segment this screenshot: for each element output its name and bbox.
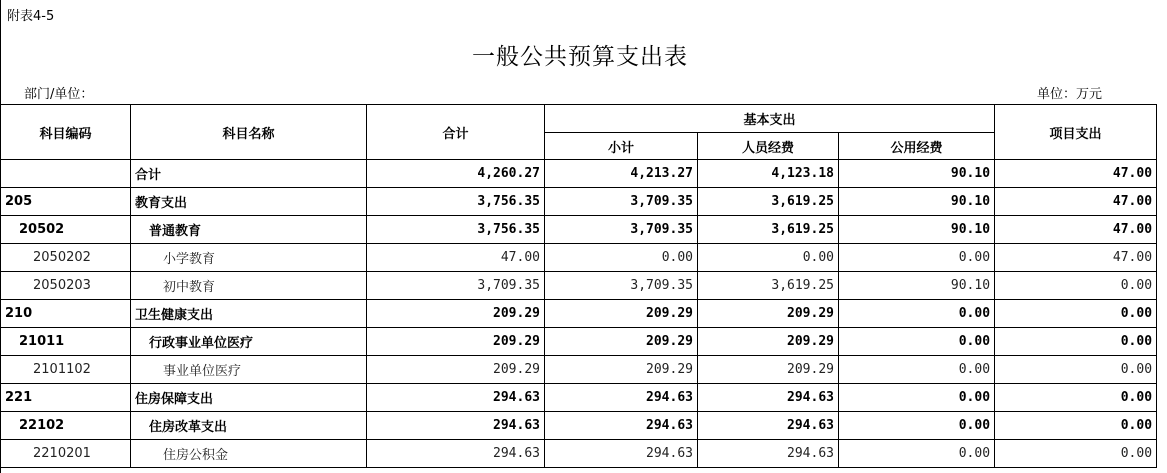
attachment-note: 附表4-5: [7, 9, 55, 24]
row-name: 住房改革支出: [131, 412, 367, 440]
row-subtotal: 294.63: [545, 412, 698, 440]
header-project: 项目支出: [995, 105, 1157, 160]
row-subtotal: 294.63: [545, 440, 698, 468]
row-project: 47.00: [995, 188, 1157, 216]
department-label: 部门/单位：: [24, 87, 94, 102]
header-row-1: [1, 105, 1157, 133]
table-row: [1, 328, 1157, 356]
row-name: 初中教育: [131, 272, 367, 300]
row-code: 21011: [1, 328, 131, 356]
row-total: 294.63: [367, 384, 545, 412]
row-total: 294.63: [367, 412, 545, 440]
row-code: 2101102: [1, 356, 131, 384]
table-row: [1, 244, 1157, 272]
row-project: 0.00: [995, 384, 1157, 412]
header-personnel: 人员经费: [698, 133, 839, 160]
row-project: 0.00: [995, 328, 1157, 356]
table-row: [1, 216, 1157, 244]
row-project: 0.00: [995, 412, 1157, 440]
row-public: 90.10: [839, 160, 995, 188]
row-public: 0.00: [839, 356, 995, 384]
row-name: 事业单位医疗: [131, 356, 367, 384]
row-name: 行政事业单位医疗: [131, 328, 367, 356]
row-code: 210: [1, 300, 131, 328]
row-code: 2210201: [1, 440, 131, 468]
row-project: 0.00: [995, 356, 1157, 384]
row-project: 0.00: [995, 440, 1157, 468]
row-project: 0.00: [995, 272, 1157, 300]
table-row-total: [1, 160, 1157, 188]
table-row: [1, 384, 1157, 412]
row-name: 普通教育: [131, 216, 367, 244]
row-total: 47.00: [367, 244, 545, 272]
row-public: 0.00: [839, 328, 995, 356]
row-public: 0.00: [839, 440, 995, 468]
row-personnel: 209.29: [698, 328, 839, 356]
header-public: 公用经费: [839, 133, 995, 160]
row-project: 47.00: [995, 216, 1157, 244]
row-personnel: 209.29: [698, 356, 839, 384]
row-personnel: 294.63: [698, 440, 839, 468]
row-project: 47.00: [995, 244, 1157, 272]
row-public: 90.10: [839, 272, 995, 300]
row-total: 294.63: [367, 440, 545, 468]
row-subtotal: 3,709.35: [545, 188, 698, 216]
header-code: 科目编码: [1, 105, 131, 160]
row-name: 住房保障支出: [131, 384, 367, 412]
row-personnel: 4,123.18: [698, 160, 839, 188]
budget-table: [0, 104, 1157, 468]
unit-label: 单位：万元: [1037, 87, 1103, 102]
row-total: 3,756.35: [367, 216, 545, 244]
row-project: 0.00: [995, 300, 1157, 328]
table-row: [1, 412, 1157, 440]
row-public: 0.00: [839, 244, 995, 272]
page-title: 一般公共预算支出表: [472, 44, 688, 70]
row-subtotal: 209.29: [545, 356, 698, 384]
row-code: 20502: [1, 216, 131, 244]
row-total: 209.29: [367, 300, 545, 328]
row-subtotal: 209.29: [545, 328, 698, 356]
table-row: [1, 356, 1157, 384]
row-code: 2050202: [1, 244, 131, 272]
row-subtotal: 0.00: [545, 244, 698, 272]
row-name: 卫生健康支出: [131, 300, 367, 328]
row-subtotal: 3,709.35: [545, 272, 698, 300]
header-name: 科目名称: [131, 105, 367, 160]
table-row: [1, 188, 1157, 216]
row-personnel: 209.29: [698, 300, 839, 328]
row-total: 209.29: [367, 356, 545, 384]
row-project: 47.00: [995, 160, 1157, 188]
row-personnel: 3,619.25: [698, 216, 839, 244]
row-personnel: 294.63: [698, 384, 839, 412]
row-total: 3,756.35: [367, 188, 545, 216]
row-personnel: 294.63: [698, 412, 839, 440]
row-personnel: 0.00: [698, 244, 839, 272]
row-public: 0.00: [839, 300, 995, 328]
row-subtotal: 209.29: [545, 300, 698, 328]
row-name: 合计: [131, 160, 367, 188]
row-code: 205: [1, 188, 131, 216]
table-row: [1, 300, 1157, 328]
row-personnel: 3,619.25: [698, 188, 839, 216]
row-code: 221: [1, 384, 131, 412]
row-public: 0.00: [839, 412, 995, 440]
row-name: 小学教育: [131, 244, 367, 272]
row-total: 3,709.35: [367, 272, 545, 300]
table-row: [1, 440, 1157, 468]
row-subtotal: 294.63: [545, 384, 698, 412]
header-subtotal: 小计: [545, 133, 698, 160]
row-code: 22102: [1, 412, 131, 440]
row-code: [1, 160, 131, 188]
row-total: 4,260.27: [367, 160, 545, 188]
row-personnel: 3,619.25: [698, 272, 839, 300]
header-basic: 基本支出: [545, 105, 995, 133]
row-public: 90.10: [839, 188, 995, 216]
row-code: 2050203: [1, 272, 131, 300]
row-public: 0.00: [839, 384, 995, 412]
row-subtotal: 4,213.27: [545, 160, 698, 188]
row-subtotal: 3,709.35: [545, 216, 698, 244]
table-row: [1, 272, 1157, 300]
row-public: 90.10: [839, 216, 995, 244]
row-name: 住房公积金: [131, 440, 367, 468]
header-total: 合计: [367, 105, 545, 160]
row-total: 209.29: [367, 328, 545, 356]
row-name: 教育支出: [131, 188, 367, 216]
